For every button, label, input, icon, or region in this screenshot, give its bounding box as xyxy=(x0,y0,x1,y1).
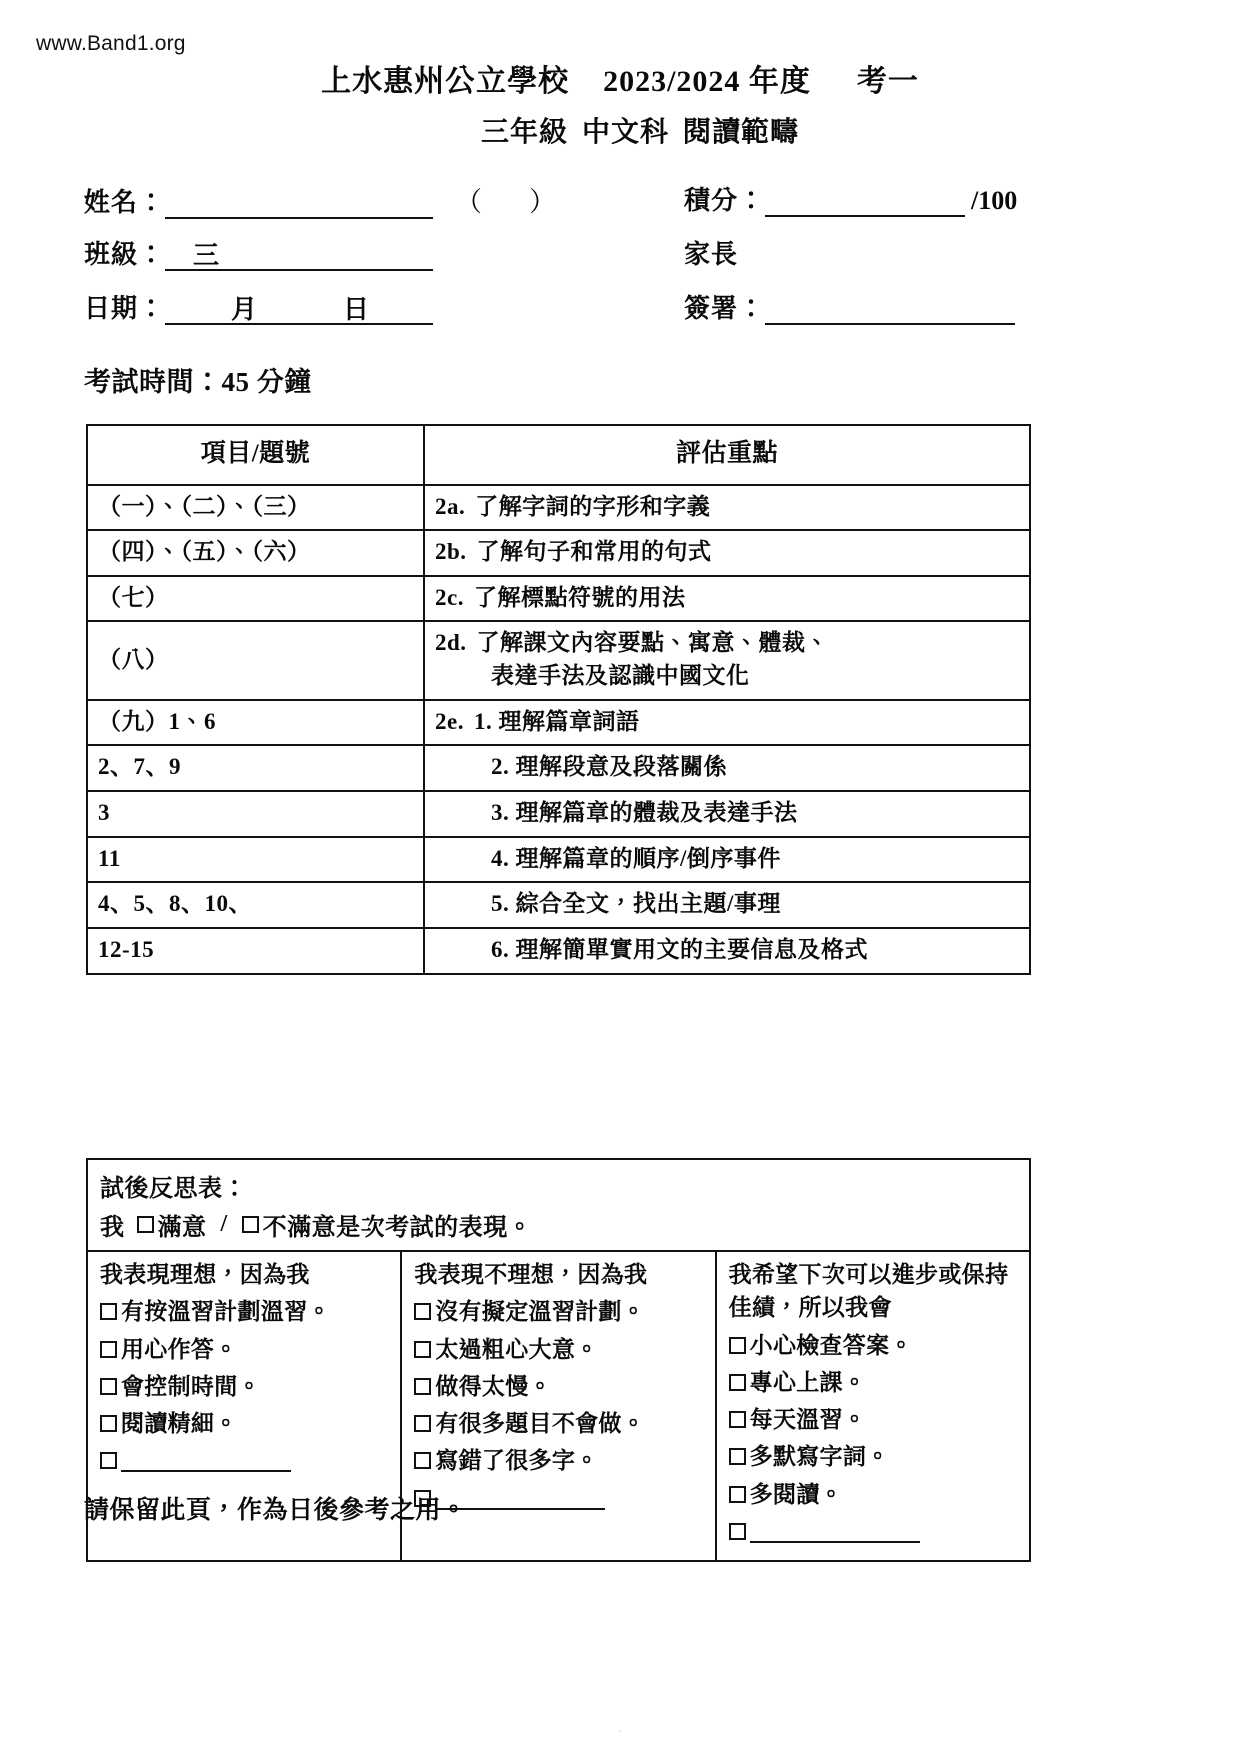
score-max-label: /100 xyxy=(971,186,1018,215)
reflection-heading-line2: 佳績，所以我會 xyxy=(728,1295,892,1321)
reflection-heading-line1: 我表現不理想，因為我 xyxy=(414,1262,648,1287)
page-header xyxy=(0,56,1240,150)
reflection-item-label: 寫錯了很多字。 xyxy=(435,1448,599,1474)
reflection-checkbox[interactable] xyxy=(729,1411,746,1428)
cell-item-number: 11 xyxy=(87,837,424,883)
name-input[interactable] xyxy=(165,191,433,219)
reflection-heading-line1: 我表現理想，因為我 xyxy=(100,1262,310,1287)
satisfaction-lead: 我 xyxy=(100,1215,125,1241)
list-item xyxy=(414,1442,704,1479)
focus-text: 5. 綜合全文，找出主題/事理 xyxy=(491,891,781,917)
reflection-checkbox[interactable] xyxy=(100,1303,117,1320)
date-label: 日期： xyxy=(84,294,166,323)
reflection-checkbox[interactable] xyxy=(414,1415,431,1432)
reflection-write-in-input[interactable] xyxy=(121,1450,291,1472)
reflection-checkbox[interactable] xyxy=(729,1448,746,1465)
cell-assessment-focus xyxy=(424,791,1030,837)
table-row xyxy=(87,837,1030,883)
focus-text: 了解標點符號的用法 xyxy=(473,584,686,610)
signature-group xyxy=(684,288,1015,325)
cell-assessment-focus xyxy=(424,530,1030,576)
academic-year: 2023/2024 年度 xyxy=(603,65,811,98)
reflection-checkbox[interactable] xyxy=(729,1374,746,1391)
date-month-unit: 月 xyxy=(231,295,258,324)
list-item xyxy=(100,1331,390,1368)
reflection-item-label: 做得太慢。 xyxy=(435,1373,552,1399)
focus-code: 2b. xyxy=(435,539,467,565)
score-group xyxy=(684,180,1017,217)
table-row xyxy=(87,882,1030,928)
focus-text: 了解句子和常用的句式 xyxy=(476,539,712,565)
reflection-checkbox[interactable] xyxy=(100,1378,117,1395)
cell-item-number: 4、5、8、10、 xyxy=(87,882,424,928)
reflection-item-label: 用心作答。 xyxy=(121,1336,238,1362)
list-item xyxy=(414,1293,704,1330)
reflection-checkbox[interactable] xyxy=(414,1378,431,1395)
reflection-item-label: 會控制時間。 xyxy=(121,1373,261,1399)
cell-assessment-focus xyxy=(424,576,1030,622)
parent-group xyxy=(684,234,738,271)
reflection-item-label: 有按溫習計劃溫習。 xyxy=(121,1299,331,1325)
reflection-column xyxy=(717,1252,1029,1560)
list-item xyxy=(729,1438,1019,1475)
subject-label: 中文科 xyxy=(581,117,669,148)
reflection-heading-line1: 我希望下次可以進步或保持 xyxy=(728,1262,1009,1287)
identity-form xyxy=(84,180,1144,342)
list-item xyxy=(100,1405,390,1442)
table-row xyxy=(87,928,1030,974)
table-row xyxy=(87,745,1030,791)
reflection-checkbox[interactable] xyxy=(414,1452,431,1469)
signature-label: 簽署： xyxy=(684,294,766,323)
reflection-item-label: 多默寫字詞。 xyxy=(749,1444,890,1470)
reflection-checkbox[interactable] xyxy=(729,1337,746,1354)
form-row-name-score xyxy=(84,180,1144,234)
table-row xyxy=(87,576,1030,622)
signature-input[interactable] xyxy=(765,297,1015,325)
score-input[interactable] xyxy=(765,189,965,217)
cell-item-number: （四）、（五）、（六） xyxy=(87,530,424,576)
cell-assessment-focus xyxy=(424,485,1030,531)
reflection-checkbox[interactable] xyxy=(414,1341,431,1358)
focus-code: 2a. xyxy=(435,493,466,519)
table-row xyxy=(87,791,1030,837)
footer-note: 請保留此頁，作為日後參考之用。 xyxy=(84,1497,467,1524)
parent-label: 家長 xyxy=(684,240,739,269)
class-number-parentheses[interactable]: （ ） xyxy=(455,187,567,217)
reflection-checkbox[interactable] xyxy=(100,1341,117,1358)
cell-assessment-focus xyxy=(424,928,1030,974)
cell-assessment-focus xyxy=(424,837,1030,883)
cell-assessment-focus xyxy=(424,882,1030,928)
cell-item-number: （八） xyxy=(87,621,424,699)
focus-text-line2: 表達手法及認識中國文化 xyxy=(491,663,750,689)
header-line-school-year-exam xyxy=(0,56,1240,100)
focus-text: 4. 理解篇章的順序/倒序事件 xyxy=(491,845,781,871)
reflection-checkbox[interactable] xyxy=(100,1452,117,1469)
score-label: 積分： xyxy=(684,186,766,215)
assessment-table-body xyxy=(87,485,1030,974)
satisfaction-row xyxy=(88,1205,1029,1252)
class-input[interactable]: 三 xyxy=(165,243,433,271)
class-label: 班級： xyxy=(84,240,166,269)
school-name: 上水惠州公立學校 xyxy=(321,65,570,98)
list-item xyxy=(729,1327,1019,1364)
reflection-item-label: 小心檢查答案。 xyxy=(749,1332,913,1358)
focus-code: 2e. xyxy=(435,708,464,734)
list-item xyxy=(100,1293,390,1330)
reflection-item-label: 閱讀精細。 xyxy=(121,1411,238,1437)
list-item xyxy=(414,1405,704,1442)
table-row xyxy=(87,530,1030,576)
satisfaction-separator: / xyxy=(220,1211,228,1237)
reflection-item-label: 每天溫習。 xyxy=(749,1407,867,1433)
cell-item-number: 3 xyxy=(87,791,424,837)
column-header-focus: 評估重點 xyxy=(424,425,1030,485)
page-bottom-marker: . xyxy=(618,1720,622,1735)
reflection-checkbox[interactable] xyxy=(729,1486,746,1503)
assessment-table-header-row xyxy=(87,425,1030,485)
reflection-write-in-input[interactable] xyxy=(750,1521,920,1543)
reflection-column-heading xyxy=(414,1258,704,1291)
reflection-column-heading xyxy=(729,1258,1019,1325)
cell-item-number: （七） xyxy=(87,576,424,622)
cell-item-number: （九）1、6 xyxy=(87,700,424,746)
focus-text: 了解課文內容要點、寓意、體裁、 xyxy=(476,630,830,656)
reflection-checkbox[interactable] xyxy=(100,1415,117,1432)
assessment-table xyxy=(86,424,1031,975)
reflection-column-heading xyxy=(100,1258,390,1291)
form-row-class-parent xyxy=(84,234,1144,288)
satisfied-checkbox[interactable] xyxy=(137,1216,154,1233)
name-label: 姓名： xyxy=(84,188,166,217)
cell-item-number: （一）、（二）、（三） xyxy=(87,485,424,531)
reflection-item-label: 沒有擬定溫習計劃。 xyxy=(435,1299,646,1325)
focus-code: 2c. xyxy=(435,584,464,610)
focus-text: 1. 理解篇章詞語 xyxy=(473,708,640,734)
reflection-checkbox[interactable] xyxy=(729,1523,746,1540)
cell-item-number: 2、7、9 xyxy=(87,745,424,791)
exam-duration: 考試時間：45 分鐘 xyxy=(84,367,312,397)
reflection-item-label: 太過粗心大意。 xyxy=(435,1336,599,1362)
reflection-checkbox[interactable] xyxy=(414,1303,431,1320)
list-item-write-in xyxy=(729,1513,1019,1550)
list-item xyxy=(414,1331,704,1368)
not-satisfied-checkbox[interactable] xyxy=(242,1216,259,1233)
focus-text: 6. 理解簡單實用文的主要信息及格式 xyxy=(491,937,868,963)
list-item xyxy=(100,1368,390,1405)
date-input[interactable] xyxy=(165,297,433,325)
list-item xyxy=(729,1401,1019,1438)
focus-text: 3. 理解篇章的體裁及表達手法 xyxy=(491,800,798,826)
focus-text: 了解字詞的字形和字義 xyxy=(475,493,711,519)
focus-code: 2d. xyxy=(435,630,467,656)
header-line-grade-subject xyxy=(0,110,1240,150)
reflection-item-label: 專心上課。 xyxy=(749,1369,867,1395)
grade-label: 三年級 xyxy=(480,117,568,148)
reflection-item-label: 多閱讀。 xyxy=(749,1481,843,1507)
focus-text: 2. 理解段意及段落關係 xyxy=(491,754,727,780)
satisfied-label: 滿意 xyxy=(157,1215,207,1241)
form-row-date-signature xyxy=(84,288,1144,342)
date-day-unit: 日 xyxy=(343,295,370,324)
table-row xyxy=(87,700,1030,746)
list-item-write-in xyxy=(100,1442,390,1479)
not-satisfied-label: 不滿意是次考試的表現。 xyxy=(262,1215,533,1241)
reflection-item-label: 有很多題目不會做。 xyxy=(435,1411,646,1437)
cell-assessment-focus xyxy=(424,621,1030,699)
cell-assessment-focus xyxy=(424,745,1030,791)
list-item xyxy=(414,1368,704,1405)
reflection-title: 試後反思表： xyxy=(100,1176,247,1202)
table-row xyxy=(87,621,1030,699)
table-row xyxy=(87,485,1030,531)
list-item xyxy=(729,1364,1019,1401)
list-item xyxy=(729,1476,1019,1513)
exam-name: 考一 xyxy=(856,65,919,98)
column-header-item: 項目/題號 xyxy=(87,425,424,485)
scope-label: 閱讀範疇 xyxy=(683,117,800,148)
site-watermark: www.Band1.org xyxy=(36,32,186,55)
cell-item-number: 12-15 xyxy=(87,928,424,974)
cell-assessment-focus xyxy=(424,700,1030,746)
